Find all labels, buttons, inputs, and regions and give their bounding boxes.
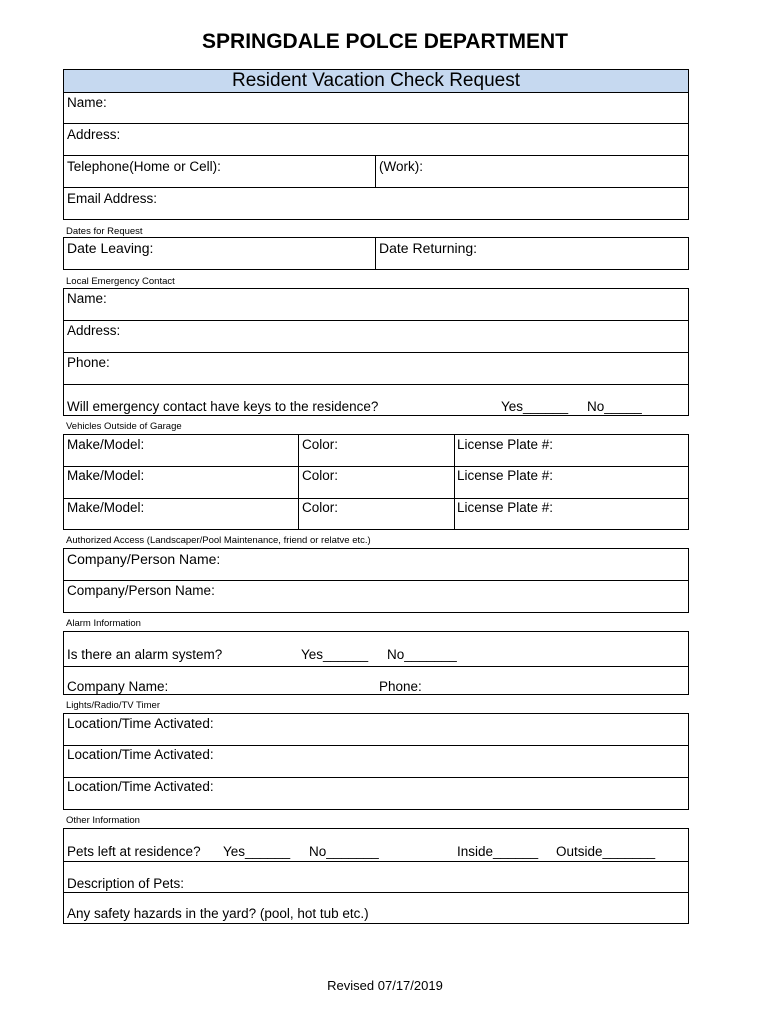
timer-section xyxy=(63,713,689,810)
date-leaving-field[interactable]: Date Leaving: xyxy=(67,240,154,256)
pets-inside-field[interactable]: Inside______ xyxy=(457,844,539,859)
pets-no-field[interactable]: No_______ xyxy=(309,844,379,859)
access-section-label: Authorized Access (Landscaper/Pool Maintenance, friend or relatve etc.) xyxy=(66,535,371,546)
vehicle-3-make-model-field[interactable]: Make/Model: xyxy=(67,500,145,515)
page-title: SPRINGDALE POLCE DEPARTMENT xyxy=(202,30,568,53)
alarm-section xyxy=(63,631,689,695)
form-header: Resident Vacation Check Request xyxy=(64,70,688,93)
emergency-name-field[interactable]: Name: xyxy=(67,291,107,306)
alarm-question: Is there an alarm system? xyxy=(67,647,223,662)
timer-location-2-field[interactable]: Location/Time Activated: xyxy=(67,747,214,762)
company-person-2-field[interactable]: Company/Person Name: xyxy=(67,583,215,598)
alarm-section-label: Alarm Information xyxy=(66,618,141,629)
vehicle-1-make-model-field[interactable]: Make/Model: xyxy=(67,437,145,452)
alarm-no-field[interactable]: No_______ xyxy=(387,647,457,662)
keys-yes-field[interactable]: Yes______ xyxy=(501,399,569,414)
emergency-section-label: Local Emergency Contact xyxy=(66,276,175,287)
vehicle-2-make-model-field[interactable]: Make/Model: xyxy=(67,468,145,483)
authorized-access-section xyxy=(63,548,689,613)
vehicle-2-plate-field[interactable]: License Plate #: xyxy=(457,468,554,483)
vehicle-3-plate-field[interactable]: License Plate #: xyxy=(457,500,554,515)
revision-date: Revised 07/17/2019 xyxy=(327,978,443,993)
timer-location-1-field[interactable]: Location/Time Activated: xyxy=(67,716,214,731)
company-person-1-field[interactable]: Company/Person Name: xyxy=(67,551,221,567)
keys-no-field[interactable]: No_____ xyxy=(587,399,642,414)
timer-location-3-field[interactable]: Location/Time Activated: xyxy=(67,779,214,794)
vehicle-1-color-field[interactable]: Color: xyxy=(302,437,339,452)
telephone-work-field[interactable]: (Work): xyxy=(379,159,423,174)
dates-section-label: Dates for Request xyxy=(66,226,143,237)
pets-outside-field[interactable]: Outside_______ xyxy=(556,844,656,859)
alarm-yes-field[interactable]: Yes______ xyxy=(301,647,369,662)
vehicle-1-plate-field[interactable]: License Plate #: xyxy=(457,437,554,452)
pets-yes-field[interactable]: Yes______ xyxy=(223,844,291,859)
other-info-section xyxy=(63,828,689,924)
vehicle-2-color-field[interactable]: Color: xyxy=(302,468,339,483)
resident-name-field[interactable]: Name: xyxy=(67,95,107,110)
email-field[interactable]: Email Address: xyxy=(67,191,158,206)
resident-info-section xyxy=(63,69,689,220)
vehicles-section-label: Vehicles Outside of Garage xyxy=(66,421,182,432)
dates-section xyxy=(63,237,689,270)
resident-address-field[interactable]: Address: xyxy=(67,127,121,142)
alarm-phone-field[interactable]: Phone: xyxy=(379,679,422,694)
emergency-contact-section xyxy=(63,288,689,416)
emergency-phone-field[interactable]: Phone: xyxy=(67,355,110,370)
vehicle-3-color-field[interactable]: Color: xyxy=(302,500,339,515)
date-returning-field[interactable]: Date Returning: xyxy=(379,240,478,256)
other-section-label: Other Information xyxy=(66,815,140,826)
timer-section-label: Lights/Radio/TV Timer xyxy=(66,700,160,711)
telephone-home-field[interactable]: Telephone(Home or Cell): xyxy=(67,159,221,174)
emergency-address-field[interactable]: Address: xyxy=(67,323,121,338)
hazards-field[interactable]: Any safety hazards in the yard? (pool, hot tub etc.) xyxy=(67,906,369,921)
keys-question: Will emergency contact have keys to the residence? xyxy=(67,399,379,414)
pets-description-field[interactable]: Description of Pets: xyxy=(67,876,185,891)
alarm-company-field[interactable]: Company Name: xyxy=(67,679,169,694)
pets-question: Pets left at residence? xyxy=(67,844,201,859)
vehicles-section xyxy=(63,434,689,530)
